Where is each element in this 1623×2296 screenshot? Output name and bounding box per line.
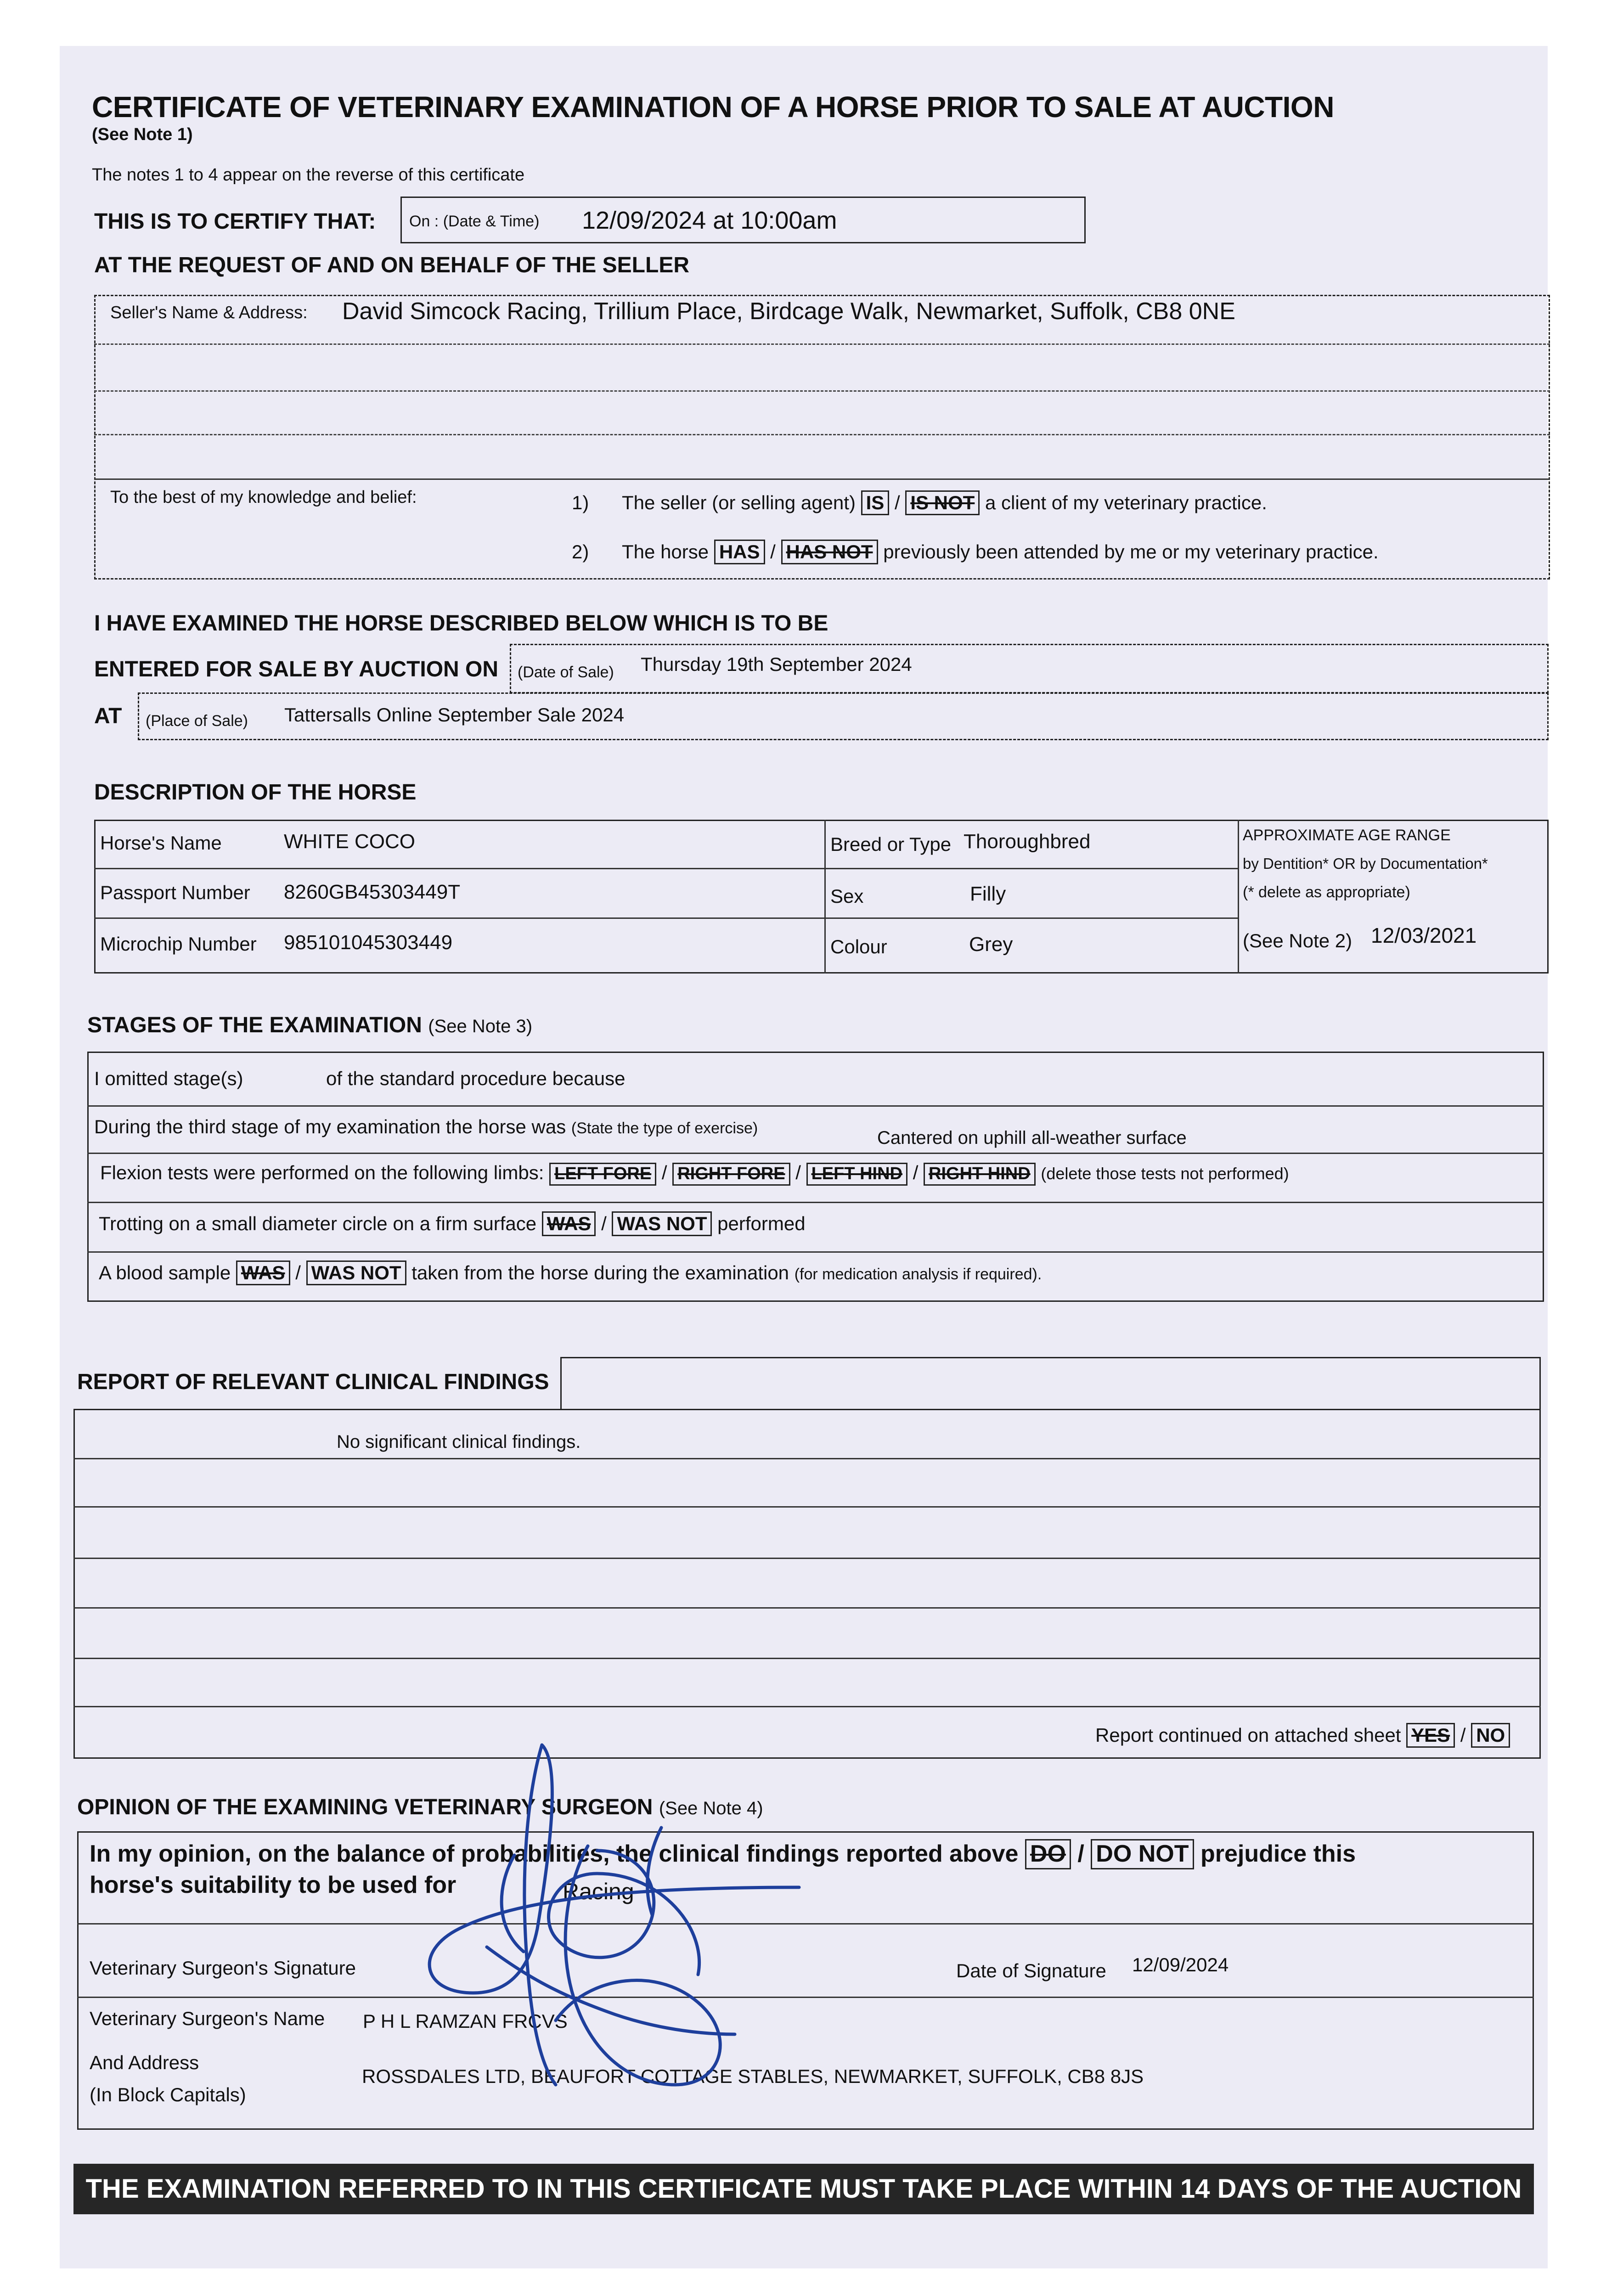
report-line-5 [73,1658,1541,1659]
colour-label: Colour [830,936,887,957]
blood-post: taken from the horse during the examination [411,1262,789,1283]
statement-1-post: a client of my veterinary practice. [985,492,1267,513]
stages-line-1 [87,1105,1544,1107]
trot-label: Trotting on a small diameter circle on a firm surface [99,1213,537,1234]
surgeon-name-label: Veterinary Surgeon's Name [90,2008,325,2029]
opinion-heading-note: (See Note 4) [659,1798,763,1818]
breed-label: Breed or Type [830,833,952,855]
slash: / [795,1162,801,1183]
third-stage-note: (State the type of exercise) [571,1120,758,1137]
horse-col-line-1 [824,820,826,974]
date-of-signature-label: Date of Signature [956,1960,1106,1981]
surgeon-address-value: ROSSDALES LTD, BEAUFORT COTTAGE STABLES, NEWMARKET, SUFFOLK, CB8 8JS [362,2065,1144,2087]
report-line-6 [73,1706,1541,1707]
horse-name-label: Horse's Name [100,832,222,854]
passport-label: Passport Number [100,882,250,903]
slash: / [601,1213,607,1234]
exam-date-label: On : (Date & Time) [409,213,540,230]
seller-line-3 [94,434,1550,435]
flexion-label: Flexion tests were performed on the following limbs: [100,1162,544,1183]
sale-date-value: Thursday 19th September 2024 [641,653,912,675]
at-label: AT [94,704,122,728]
opinion-heading-text: OPINION OF THE EXAMINING VETERINARY SURGEON [77,1795,653,1819]
stages-heading-note: (See Note 3) [428,1016,533,1036]
seller-line-2 [94,390,1550,392]
breed-value: Thoroughbred [964,830,1091,853]
report-continued-row [1095,1723,1510,1748]
horse-row-line-1 [94,868,1238,869]
surgeon-name-value: P H L RAMZAN FRCVS [363,2010,568,2032]
trot-option-was[interactable]: WAS [542,1211,596,1236]
seller-label: Seller's Name & Address: [110,303,308,322]
blood-option-was-not[interactable]: WAS NOT [306,1261,406,1285]
stages-line-3 [87,1202,1544,1203]
exam-date-box [400,197,1086,243]
seller-heading: AT THE REQUEST OF AND ON BEHALF OF THE SELLER [94,253,689,277]
stages-heading-text: STAGES OF THE EXAMINATION [87,1013,422,1037]
blood-row [99,1261,1042,1285]
report-line-3 [73,1558,1541,1559]
report-heading-box [560,1357,1541,1410]
colour-value: Grey [969,933,1013,956]
date-of-signature-value: 12/09/2024 [1132,1954,1229,1975]
slash: / [1460,1724,1466,1746]
title-note: (See Note 1) [92,125,193,144]
signature-label: Veterinary Surgeon's Signature [90,1957,356,1979]
option-has[interactable]: HAS [714,540,765,564]
omitted-post: of the standard procedure because [326,1068,626,1089]
option-has-not[interactable]: HAS NOT [781,540,878,564]
statement-1-pre: The seller (or selling agent) [622,492,856,513]
statement-2 [572,540,1379,564]
slash: / [1077,1840,1084,1867]
footer-banner: THE EXAMINATION REFERRED TO IN THIS CERTIFICATE MUST TAKE PLACE WITHIN 14 DAYS OF THE AUCTION [73,2164,1534,2214]
seller-divider [94,478,1550,480]
statement-2-pre: The horse [622,541,709,563]
blood-label: A blood sample [99,1262,231,1283]
stages-line-4 [87,1251,1544,1253]
signature-scribble-icon [404,1736,827,2149]
microchip-value: 985101045303449 [284,931,453,954]
sex-value: Filly [970,883,1006,905]
opinion-option-do-not[interactable]: DO NOT [1091,1839,1194,1869]
report-continued-label: Report continued on attached sheet [1095,1724,1401,1746]
certificate-title: CERTIFICATE OF VETERINARY EXAMINATION OF A HORSE PRIOR TO SALE AT AUCTION [92,90,1334,124]
flexion-row [100,1162,1289,1186]
statement-1-number: 1) [572,492,589,513]
address-label: And Address [90,2052,199,2073]
microchip-label: Microchip Number [100,933,257,955]
flexion-note: (delete those tests not performed) [1041,1164,1289,1183]
omitted-label: I omitted stage(s) [94,1068,243,1089]
limb-right-fore[interactable]: RIGHT FORE [672,1163,790,1186]
stages-line-2 [87,1153,1544,1154]
horse-heading: DESCRIPTION OF THE HORSE [94,780,417,805]
blood-note: (for medication analysis if required). [794,1266,1042,1283]
age-range-note: (* delete as appropriate) [1243,884,1410,901]
slash: / [295,1262,301,1283]
horse-row-line-2 [94,917,1238,919]
option-is[interactable]: IS [861,490,890,515]
statement-2-number: 2) [572,541,589,563]
sale-date-box [510,644,1549,693]
exam-date-value: 12/09/2024 at 10:00am [582,207,837,234]
option-is-not[interactable]: IS NOT [905,490,980,515]
limb-left-hind[interactable]: LEFT HIND [806,1163,907,1186]
report-line-2 [73,1506,1541,1508]
third-stage-label: During the third stage of my examination the horse was [94,1116,566,1137]
third-stage-row [94,1116,758,1138]
statement-1 [572,490,1267,515]
trot-row [99,1211,806,1236]
slash: / [770,541,776,563]
entered-for-sale-label: ENTERED FOR SALE BY AUCTION ON [94,657,499,681]
report-line-1 [73,1458,1541,1459]
trot-option-was-not[interactable]: WAS NOT [612,1211,712,1236]
trot-post: performed [717,1213,806,1234]
horse-col-line-2 [1238,820,1239,974]
stages-heading [87,1013,532,1038]
age-range-method: by Dentition* OR by Documentation* [1243,855,1488,872]
seller-value: David Simcock Racing, Trillium Place, Birdcage Walk, Newmarket, Suffolk, CB8 0NE [342,298,1235,325]
report-line-4 [73,1607,1541,1609]
opinion-line-two: horse's suitability to be used for [90,1872,456,1898]
slash: / [661,1162,667,1183]
report-finding: No significant clinical findings. [337,1432,581,1452]
opinion-text-post: prejudice this [1200,1840,1356,1867]
slash: / [894,492,900,513]
sale-place-box [138,692,1549,740]
seller-box [94,295,1550,580]
age-see-note: (See Note 2) [1243,930,1352,951]
third-stage-value: Cantered on uphill all-weather surface [877,1128,1187,1148]
notes-line: The notes 1 to 4 appear on the reverse of this certificate [92,165,525,185]
passport-value: 8260GB45303449T [284,881,461,903]
limb-left-fore[interactable]: LEFT FORE [549,1163,656,1186]
sale-place-label: (Place of Sale) [146,712,248,730]
statement-2-post: previously been attended by me or my veterinary practice. [883,541,1379,563]
horse-name-value: WHITE COCO [284,830,415,853]
examined-heading: I HAVE EXAMINED THE HORSE DESCRIBED BELOW WHICH IS TO BE [94,611,828,636]
seller-line-1 [94,343,1550,345]
blood-option-was[interactable]: WAS [236,1261,290,1285]
continued-option-yes[interactable]: YES [1406,1723,1455,1748]
opinion-option-do[interactable]: DO [1025,1839,1071,1869]
sale-place-value: Tattersalls Online September Sale 2024 [284,704,625,726]
slash: / [913,1162,919,1183]
report-heading: REPORT OF RELEVANT CLINICAL FINDINGS [77,1370,549,1394]
continued-option-no[interactable]: NO [1471,1723,1510,1748]
age-range-title: APPROXIMATE AGE RANGE [1243,827,1451,844]
certify-label: THIS IS TO CERTIFY THAT: [94,209,376,234]
limb-right-hind[interactable]: RIGHT HIND [924,1163,1036,1186]
belief-label: To the best of my knowledge and belief: [110,488,417,507]
opinion-text-pre: In my opinion, on the balance of probabilities, the clinical findings reported above [90,1840,1019,1867]
opinion-use-value: Racing [563,1879,634,1904]
age-value: 12/03/2021 [1371,923,1477,947]
address-label-note: (In Block Capitals) [90,2084,246,2105]
sale-date-label: (Date of Sale) [518,664,614,681]
sex-label: Sex [830,885,864,907]
